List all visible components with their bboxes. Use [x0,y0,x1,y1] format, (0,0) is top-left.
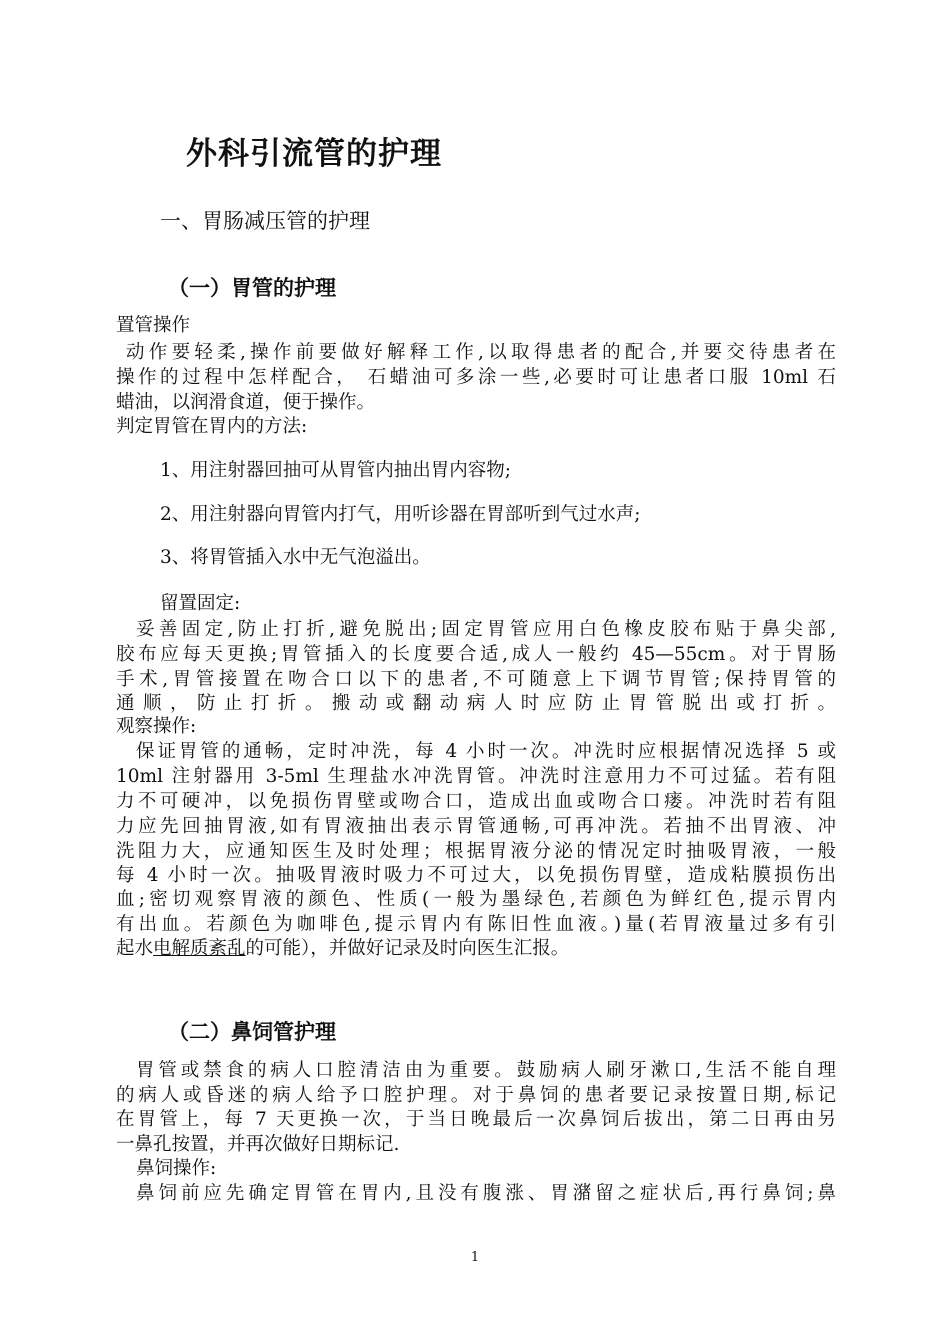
paragraph-line: 每 4 小时一次。抽吸胃液时吸力不可过大，以免损伤胃壁，造成粘膜损伤出 [116,865,836,886]
document-title: 外科引流管的护理 [186,136,442,172]
paragraph-line: 蜡油，以润滑食道，便于操作。 [116,392,376,413]
text-run: 起水 [116,938,154,959]
paragraph-line: 力不可硬冲，以免损伤胃壁或吻合口，造成出血或吻合口瘘。冲洗时若有阻 [116,791,836,812]
list-item: 2、用注射器向胃管内打气，用听诊器在胃部听到气过水声; [160,504,641,525]
paragraph-line: 通顺，防止打折。搬动或翻动病人时应防止胃管脱出或打折。 [116,693,836,714]
paragraph-line: 观察操作: [116,716,197,737]
paragraph-line: 胃管或禁食的病人口腔清洁由为重要。鼓励病人刷牙漱口,生活不能自理 [136,1060,836,1081]
paragraph-line: 留置固定: [160,593,241,614]
subsection-heading-2: （二）鼻饲管护理 [168,1020,336,1044]
paragraph-line: 10ml 注射器用 3-5ml 生理盐水冲洗胃管。冲洗时注意用力不可过猛。若有阻 [116,766,836,787]
paragraph-line: 力应先回抽胃液,如有胃液抽出表示胃管通畅,可再冲洗。若抽不出胃液、冲 [116,816,836,837]
paragraph-line: 鼻饲前应先确定胃管在胃内,且没有腹涨、胃潴留之症状后,再行鼻饲;鼻 [136,1183,836,1204]
section-heading-1: 一、胃肠减压管的护理 [160,209,370,233]
paragraph-line: 胶布应每天更换;胃管插入的长度要合适,成人一般约 45—55cm。对于胃肠 [116,644,836,665]
page-number: 1 [470,1250,480,1265]
paragraph-line: 洗阻力大，应通知医生及时处理；根据胃液分泌的情况定时抽吸胃液，一般 [116,841,836,862]
paragraph-line: 妥善固定,防止打折,避免脱出;固定胃管应用白色橡皮胶布贴于鼻尖部, [136,619,836,640]
paragraph-line: 鼻饲操作: [136,1158,217,1179]
paragraph-line: 的病人或昏迷的病人给予口腔护理。对于鼻饲的患者要记录按置日期,标记 [116,1085,836,1106]
paragraph-line [116,936,836,961]
paragraph-line: 操作的过程中怎样配合， 石蜡油可多涂一些,必要时可让患者口服 10ml 石 [116,367,836,388]
paragraph-line: 一鼻孔按置，并再次做好日期标记. [116,1134,400,1155]
paragraph-line: 在胃管上，每 7 天更换一次，于当日晚最后一次鼻饲后拔出，第二日再由另 [116,1109,836,1130]
text-run: 的可能），并做好记录及时向医生汇报。 [245,938,570,959]
paragraph-line: 置管操作 [116,315,191,336]
paragraph-line: 有出血。若颜色为咖啡色,提示胃内有陈旧性血液。)量(若胃液量过多有引 [116,914,836,935]
underlined-term: 电解质紊乱 [153,938,246,959]
paragraph-line: 保证胃管的通畅，定时冲洗，每 4 小时一次。冲洗时应根据情况选择 5 或 [136,741,836,762]
paragraph-line: 判定胃管在胃内的方法: [116,416,308,437]
list-item: 3、将胃管插入水中无气泡溢出。 [160,547,431,568]
paragraph-line: 动作要轻柔,操作前要做好解释工作,以取得患者的配合,并要交待患者在 [126,342,836,363]
paragraph-line: 血;密切观察胃液的颜色、性质(一般为墨绿色,若颜色为鲜红色,提示胃内 [116,889,836,910]
list-item: 1、用注射器回抽可从胃管内抽出胃内容物; [160,460,512,481]
subsection-heading-1: （一）胃管的护理 [168,276,336,300]
paragraph-line: 手术,胃管接置在吻合口以下的患者,不可随意上下调节胃管;保持胃管的 [116,669,836,690]
